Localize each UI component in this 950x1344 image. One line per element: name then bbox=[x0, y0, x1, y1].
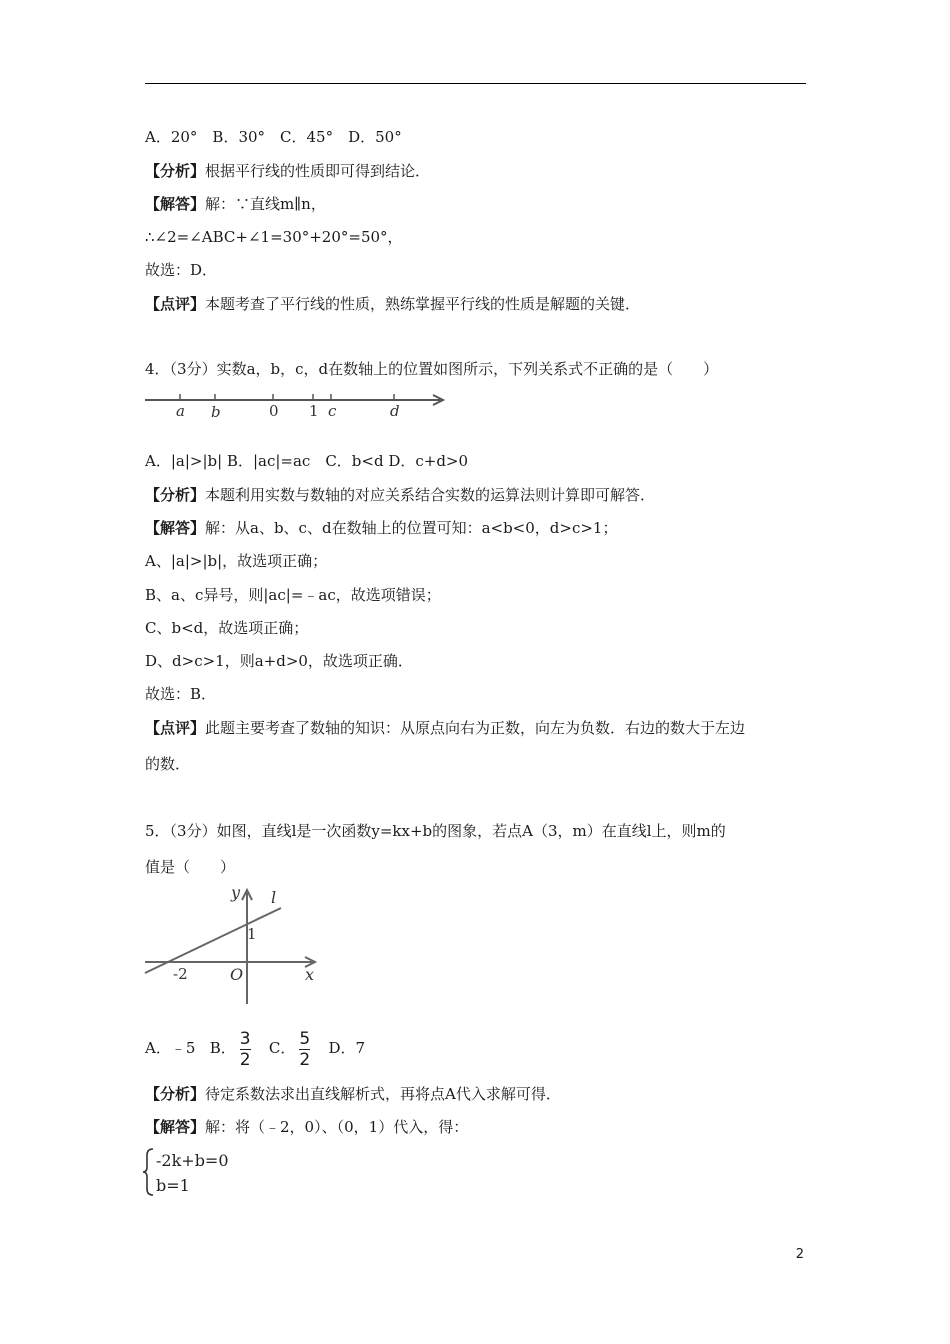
fraction-5-2 bbox=[299, 1030, 310, 1069]
analysis-text: 本题利用实数与数轴的对应关系结合实数的运算法则计算即可解答． bbox=[205, 486, 656, 504]
q5-answer bbox=[145, 1117, 468, 1137]
page-number: 2 bbox=[795, 1247, 804, 1262]
q5-stem: 5．（3分）如图，直线l是一次函数y=kx+b的图象，若点A（3，m）在直线l上，则m的 bbox=[145, 822, 726, 840]
q4-analysis bbox=[145, 485, 655, 505]
fraction-3-2 bbox=[240, 1030, 251, 1069]
analysis-tag: 【分析】 bbox=[145, 162, 206, 180]
label-c: c bbox=[328, 402, 337, 420]
equation-system bbox=[143, 1147, 233, 1197]
header-rule bbox=[145, 83, 806, 84]
brace bbox=[143, 1149, 153, 1195]
label-x: x bbox=[305, 965, 315, 984]
equation-1: -2k+b=0 bbox=[156, 1151, 229, 1170]
q3-choice: 故选：D． bbox=[145, 261, 218, 279]
q3-answer-line-2: ∴∠2=∠ABC+∠1=30°+20°=50°， bbox=[145, 228, 403, 246]
q5-analysis bbox=[145, 1084, 561, 1104]
label-b: b bbox=[211, 403, 221, 421]
option-c: C． bbox=[268, 1039, 296, 1057]
analysis-tag: 【分析】 bbox=[145, 1085, 206, 1103]
comment-text: 此题主要考查了数轴的知识：从原点向右为正数，向左为负数．右边的数大于左边 bbox=[205, 719, 746, 737]
comment-tag: 【点评】 bbox=[145, 295, 206, 313]
number-line-figure bbox=[145, 388, 447, 424]
q4-answer-line-5: D、d>c>1，则a+d>0，故选项正确． bbox=[145, 652, 413, 670]
option-b: B． bbox=[209, 1039, 236, 1057]
label-0: 0 bbox=[269, 402, 279, 420]
answer-text: 解：∵直线m∥n， bbox=[205, 195, 326, 213]
label-neg2: -2 bbox=[173, 965, 188, 983]
line-l bbox=[145, 908, 281, 973]
analysis-tag: 【分析】 bbox=[145, 486, 206, 504]
q3-options: A．20° B．30° C．45° D．50° bbox=[145, 128, 402, 146]
label-l: l bbox=[271, 888, 277, 907]
label-d: d bbox=[390, 402, 400, 420]
answer-text: 解：从a、b、c、d在数轴上的位置可知：a<b<0，d>c>1； bbox=[205, 519, 618, 537]
label-1: 1 bbox=[247, 925, 257, 943]
q4-comment bbox=[145, 718, 745, 738]
answer-tag: 【解答】 bbox=[145, 1118, 206, 1136]
q4-options: A．|a|>|b| B．|ac|=ac C．b<d D．c+d>0 bbox=[145, 452, 469, 470]
equation-2: b=1 bbox=[156, 1176, 190, 1195]
option-a: A．﹣5 bbox=[145, 1039, 196, 1057]
answer-tag: 【解答】 bbox=[145, 519, 206, 537]
answer-text: 解：将（﹣2，0）、（0，1）代入，得： bbox=[205, 1118, 469, 1136]
q4-answer-line-4: C、b<d，故选项正确； bbox=[145, 619, 309, 637]
option-d: D．7 bbox=[328, 1039, 366, 1057]
answer-tag: 【解答】 bbox=[145, 195, 206, 213]
q4-comment-line-2: 的数． bbox=[145, 755, 191, 773]
frac-denominator: 2 bbox=[239, 1049, 251, 1070]
frac-numerator: 3 bbox=[239, 1028, 251, 1049]
label-origin: O bbox=[230, 965, 244, 984]
analysis-text: 待定系数法求出直线解析式，再将点A代入求解可得． bbox=[205, 1085, 561, 1103]
q3-analysis bbox=[145, 161, 430, 181]
q4-answer-line-3: B、a、c异号，则|ac|=﹣ac，故选项错误； bbox=[145, 586, 441, 604]
comment-tag: 【点评】 bbox=[145, 719, 206, 737]
label-1: 1 bbox=[309, 402, 319, 420]
frac-numerator: 5 bbox=[299, 1028, 311, 1049]
q3-answer bbox=[145, 194, 326, 214]
q4-stem: 4．（3分）实数a，b，c，d在数轴上的位置如图所示，下列关系式不正确的是（ ） bbox=[145, 360, 719, 378]
analysis-text: 根据平行线的性质即可得到结论． bbox=[205, 162, 431, 180]
q5-options bbox=[145, 1028, 365, 1069]
frac-denominator: 2 bbox=[299, 1049, 311, 1070]
linear-function-graph bbox=[143, 882, 323, 1010]
q5-stem-line-2: 值是（ ） bbox=[145, 858, 236, 876]
q4-answer bbox=[145, 518, 617, 538]
q4-answer-line-2: A、|a|>|b|，故选项正确； bbox=[145, 552, 328, 570]
comment-text: 本题考查了平行线的性质，熟练掌握平行线的性质是解题的关键． bbox=[205, 295, 641, 313]
q3-comment bbox=[145, 294, 640, 314]
label-a: a bbox=[176, 402, 185, 420]
label-y: y bbox=[231, 883, 241, 902]
q4-choice: 故选：B． bbox=[145, 685, 217, 703]
